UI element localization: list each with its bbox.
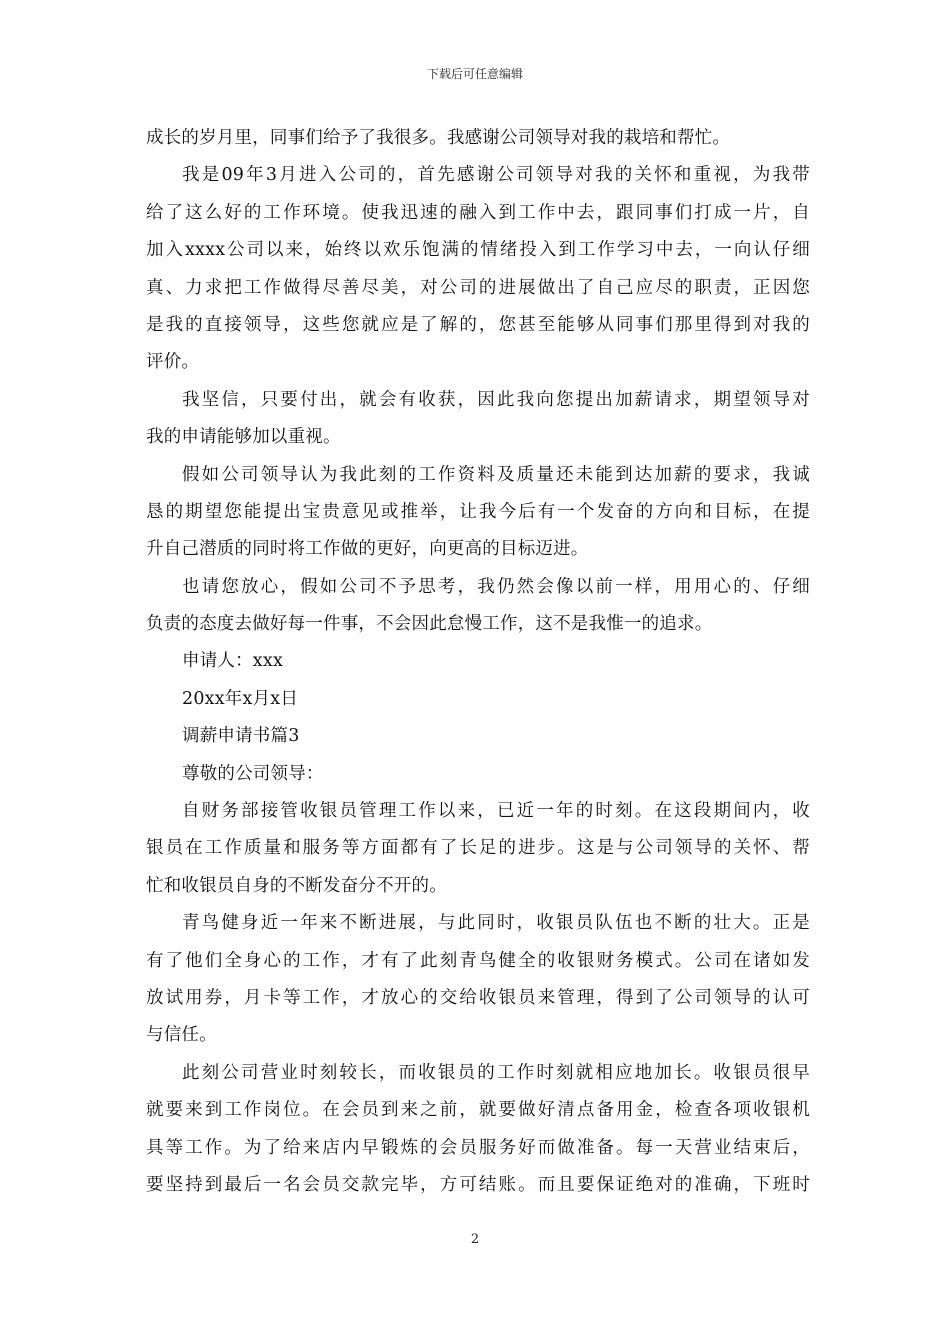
text-line: 给了这么好的工作环境。使我迅速的融入到工作中去，跟同事们打成一片，自: [146, 202, 810, 223]
text-line: 真、力求把工作做得尽善尽美，对公司的进展做出了自己应尽的职责，正因您: [146, 277, 810, 298]
text-line: 此刻公司营业时刻较长，而收银员的工作时刻就相应地加长。收银员很早: [182, 1062, 810, 1083]
page-number: 2: [470, 1232, 480, 1247]
text-line: 申请人：xxx: [182, 651, 284, 672]
text-line: 加入xxxx公司以来，始终以欢乐饱满的情绪投入到工作学习中去，一向认仔细: [146, 240, 810, 261]
text-line: 调薪申请书篇3: [182, 726, 300, 747]
text-line: 有了他们全身心的工作，才有了此刻青鸟健全的收银财务模式。公司在诸如发: [146, 950, 810, 971]
text-line: 要坚持到最后一名会员交款完毕，方可结账。而且要保证绝对的准确，下班时: [146, 1174, 810, 1195]
text-line: 也请您放心，假如公司不予思考，我仍然会像以前一样，用用心的、仔细: [182, 576, 810, 597]
text-line: 升自己潜质的同时将工作做的更好，向更高的目标迈进。: [146, 539, 589, 560]
text-line: 我是09年3月进入公司的，首先感谢公司领导对我的关怀和重视，为我带: [182, 165, 810, 186]
text-line: 尊敬的公司领导：: [182, 763, 324, 784]
text-line: 青鸟健身近一年来不断进展，与此同时，收银员队伍也不断的壮大。正是: [182, 913, 810, 934]
text-line: 评价。: [146, 352, 200, 373]
text-line: 20xx年x月x日: [182, 688, 299, 709]
text-line: 成长的岁月里，同事们给予了我很多。我感谢公司领导对我的栽培和帮忙。: [146, 128, 731, 148]
text-line: 银员在工作质量和服务等方面都有了长足的进步。这是与公司领导的关怀、帮: [146, 838, 810, 859]
text-line: 我坚信，只要付出，就会有收获，因此我向您提出加薪请求，期望领导对: [182, 389, 810, 410]
text-line: 就要来到工作岗位。在会员到来之前，就要做好清点备用金，检查各项收银机: [146, 1100, 810, 1121]
text-line: 负责的态度去做好每一件事，不会因此怠慢工作，这不是我惟一的追求。: [146, 614, 713, 635]
page-header: 下载后可任意编辑: [426, 67, 523, 81]
document-body: [146, 120, 810, 1204]
text-line: 与信任。: [146, 1025, 217, 1046]
text-line: 我的申请能够加以重视。: [146, 427, 341, 448]
text-line: 放试用券，月卡等工作，才放心的交给收银员来管理，得到了公司领导的认可: [146, 987, 810, 1008]
text-line: 忙和收银员自身的不断发奋分不开的。: [146, 875, 447, 896]
text-line: 假如公司领导认为我此刻的工作资料及质量还未能到达加薪的要求，我诚: [182, 464, 810, 485]
text-line: 自财务部接管收银员管理工作以来，已近一年的时刻。在这段期间内，收: [182, 801, 810, 822]
text-line: 具等工作。为了给来店内早锻炼的会员服务好而做准备。每一天营业结束后，: [146, 1137, 810, 1158]
text-line: 是我的直接领导，这些您就应是了解的，您甚至能够从同事们那里得到对我的: [146, 314, 810, 335]
text-line: 恳的期望您能提出宝贵意见或推举，让我今后有一个发奋的方向和目标，在提: [146, 501, 810, 522]
